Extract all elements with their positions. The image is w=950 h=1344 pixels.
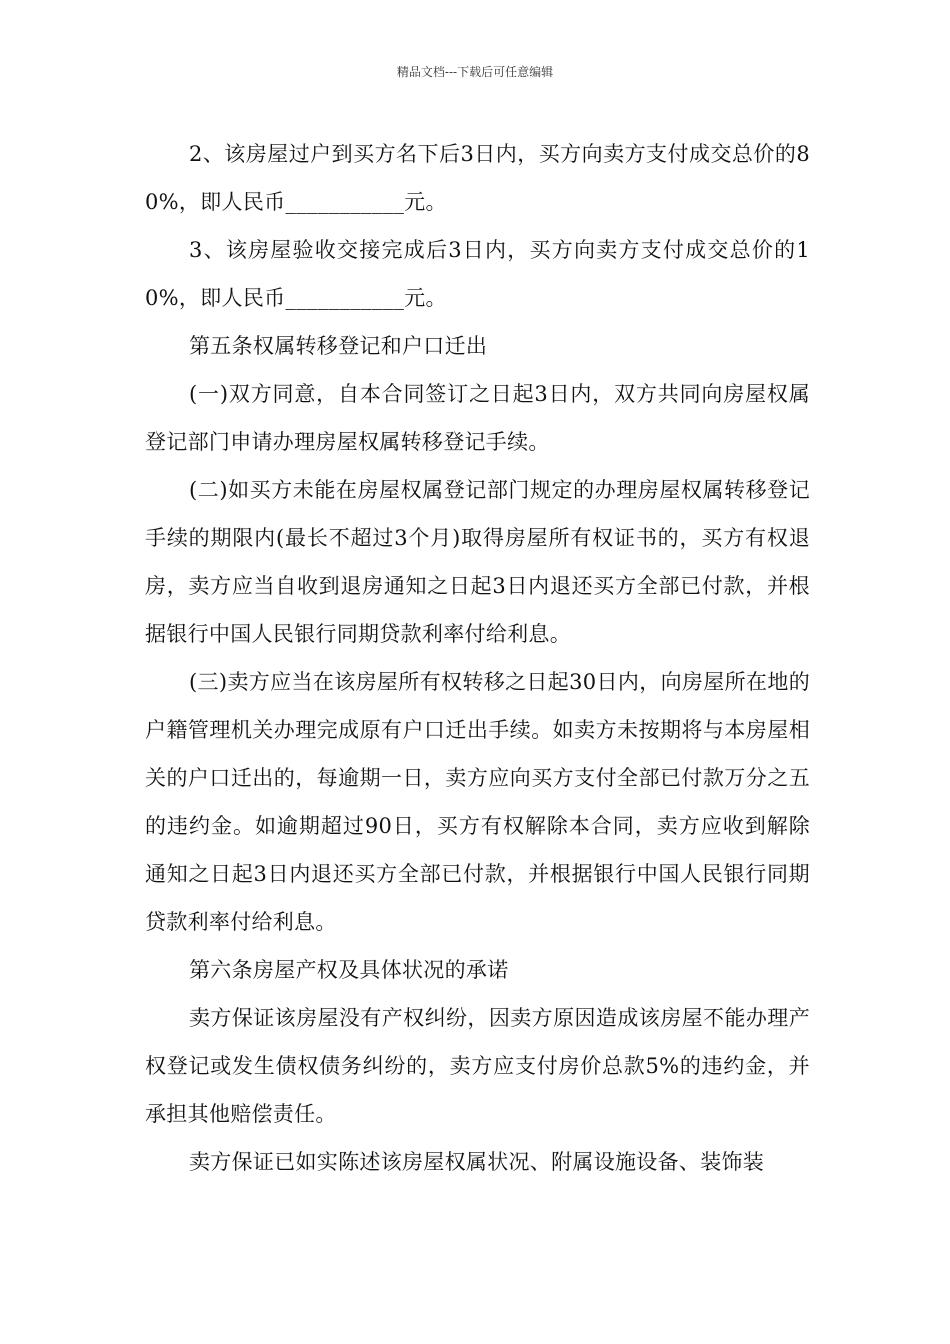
article-6-heading: 第六条房屋产权及具体状况的承诺 (189, 958, 509, 982)
clause-payment-3: 3、该房屋验收交接完成后3日内，买方向卖方支付成交总价的10%，即人民币___________元。 (145, 238, 810, 310)
page-header: 精品文档---下载后可任意编辑 (396, 65, 554, 79)
article-6-para-2: 卖方保证已如实陈述该房屋权属状况、附属设施设备、装饰装 (189, 1150, 765, 1174)
article-5-item-3: (三)卖方应当在该房屋所有权转移之日起30日内，向房屋所在地的户籍管理机关办理完成原有户口迁出手续。如卖方未按期将与本房屋相关的户口迁出的，每逾期一日，卖方应向买方支付全部已付款万分之五的违约金。如逾期超过90日，买方有权解除本合同，卖方应收到解除通知之日起3日内退还买方全部已付款，并根据银行中国人民银行同期贷款利率付给利息。 (145, 670, 810, 934)
clause-payment-2: 2、该房屋过户到买方名下后3日内，买方向卖方支付成交总价的80%，即人民币___________元。 (145, 142, 810, 214)
article-6-para-1: 卖方保证该房屋没有产权纠纷，因卖方原因造成该房屋不能办理产权登记或发生债权债务纠纷的，卖方应支付房价总款5%的违约金，并承担其他赔偿责任。 (145, 1006, 810, 1126)
document-body (145, 130, 810, 1186)
article-5-item-1: (一)双方同意，自本合同签订之日起3日内，双方共同向房屋权属登记部门申请办理房屋权属转移登记手续。 (145, 382, 810, 454)
article-5-heading: 第五条权属转移登记和户口迁出 (189, 334, 488, 358)
article-5-item-2: (二)如买方未能在房屋权属登记部门规定的办理房屋权属转移登记手续的期限内(最长不超过3个月)取得房屋所有权证书的，买方有权退房，卖方应当自收到退房通知之日起3日内退还买方全部已付款，并根据银行中国人民银行同期贷款利率付给利息。 (145, 478, 810, 646)
